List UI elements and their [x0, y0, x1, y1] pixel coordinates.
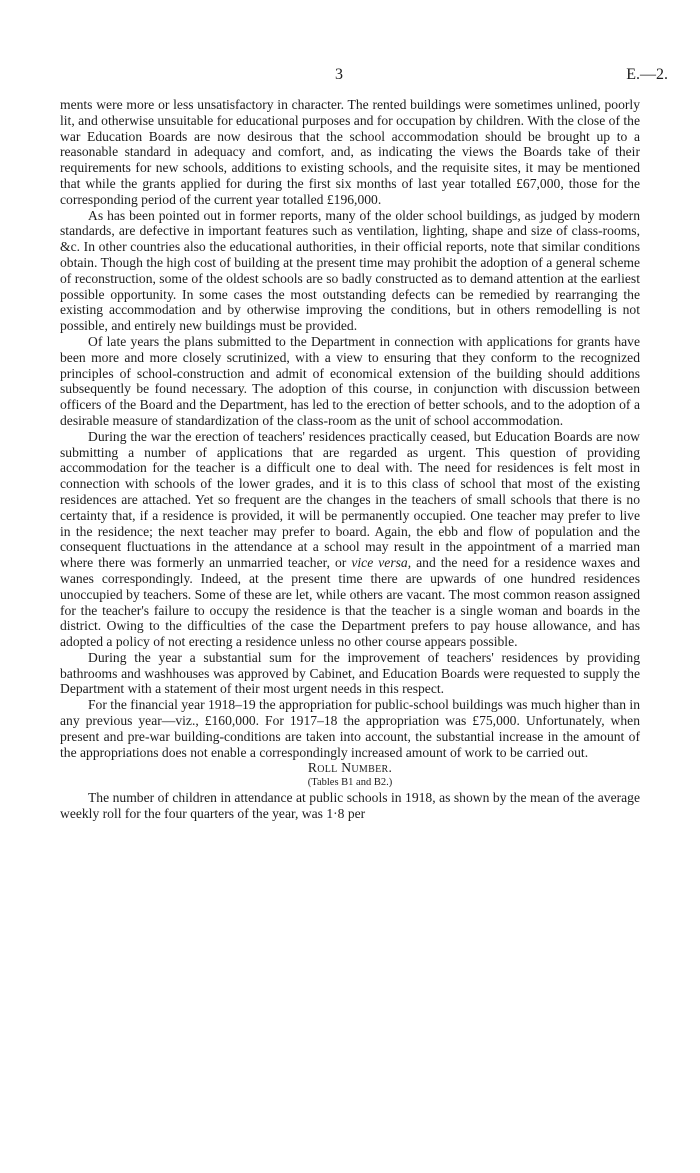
- document-reference: E.—2.: [626, 66, 668, 83]
- paragraph: As has been pointed out in former reports, many of the older school buildings, as judged by modern standards, are defective in important features such as ventilation, lighting, shape and size of class-rooms, &c. In other countries also the educational authorities, in their official reports, note that similar conditions obtain. Though the high cost of building at the present time may prohibit the adoption of a general scheme of reconstruction, some of the oldest schools are so badly constructed as to demand attention at the earliest possible opportunity. In some cases the most outstanding defects can be remedied by rearranging the existing accommodation and by otherwise improving the conditions, but in others remodelling is not possible, and entirely new buildings must be provided.: [60, 207, 640, 334]
- paragraph: The number of children in attendance at public schools in 1918, as shown by the mean of the average weekly roll for the four quarters of the year, was 1·8 per: [60, 790, 640, 822]
- body-text: [60, 97, 640, 822]
- paragraph: During the year a substantial sum for the improvement of teachers' residences by providing bathrooms and washhouses was approved by Cabinet, and Education Boards were requested to supply the Department with a statement of their most urgent needs in this respect.: [60, 649, 640, 697]
- paragraph-text: , and the need for a residence waxes and wanes correspondingly. Indeed, at the present time there are upwards of one hundred residences unoccupied by teachers. Some of these are let, while others are vacant. The most common reason assigned for the teacher's failure to occupy the residence is that the teacher is a single woman and boards in the district. Owing to the difficulties of the case the Department prefers to pay house allowance, and has adopted a policy of not erecting a residence unless no other course appears possible.: [60, 555, 640, 650]
- section-subtitle: (Tables B1 and B2.): [307, 777, 393, 789]
- section-title: Roll Number.: [307, 760, 393, 776]
- paragraph: For the financial year 1918–19 the appropriation for public-school buildings was much higher than in any previous year—viz., £160,000. For 1917–18 the appropriation was £75,000. Unfortunately, when present and pre-war building-conditions are taken into account, the substantial increase in the amount of the appropriations does not enable a correspondingly increased amount of work to be carried out.: [60, 697, 640, 760]
- page-number: 3: [335, 66, 343, 83]
- paragraph: [60, 429, 640, 650]
- paragraph: Of late years the plans submitted to the Department in connection with applications for grants have been more and more closely scrutinized, with a view to ensuring that they conform to the recognized principles of school-construction and admit of economical extension of the building should additions subsequently be found necessary. The adoption of this course, in conjunction with discussion between officers of the Board and the Department, has led to the erection of better schools, and to the adoption of a desirable measure of standardization of the class-room as the unit of school accommodation.: [60, 333, 640, 428]
- paragraph-text: During the war the erection of teachers' residences practically ceased, but Education Boards are now submitting a number of applications that are regarded as urgent. This question of providing accommodation for the teacher is a difficult one to deal with. The need for residences is felt most in connection with schools of the lower grades, and it is to this class of school that most of the existing residences are attached. Yet so frequent are the changes in the teachers of small schools that there is no certainty that, if a residence is provided, it will be permanently occupied. One teacher may prefer to live in the residence; the next teacher may prefer to board. Again, the ebb and flow of population and the consequent fluctuations in the attendance at a school may result in the appointment of a married man where there was formerly an unmarried teacher, or: [60, 428, 640, 571]
- page-header: [0, 66, 700, 88]
- paragraph: ments were more or less unsatisfactory in character. The rented buildings were sometimes unlined, poorly lit, and otherwise unsuitable for educational purposes and for occupation by children. With the close of the war Education Boards are now desirous that the school accommodation should be brought up to a reasonable standard in adequacy and comfort, and, as indicating the views the Boards take of their requirements for new schools, additions to existing schools, and the requisite sites, it may be mentioned that while the grants applied for during the first six months of last year totalled £67,000, those for the corresponding period of the current year totalled £196,000.: [60, 97, 640, 207]
- italic-phrase: vice versa: [351, 555, 408, 571]
